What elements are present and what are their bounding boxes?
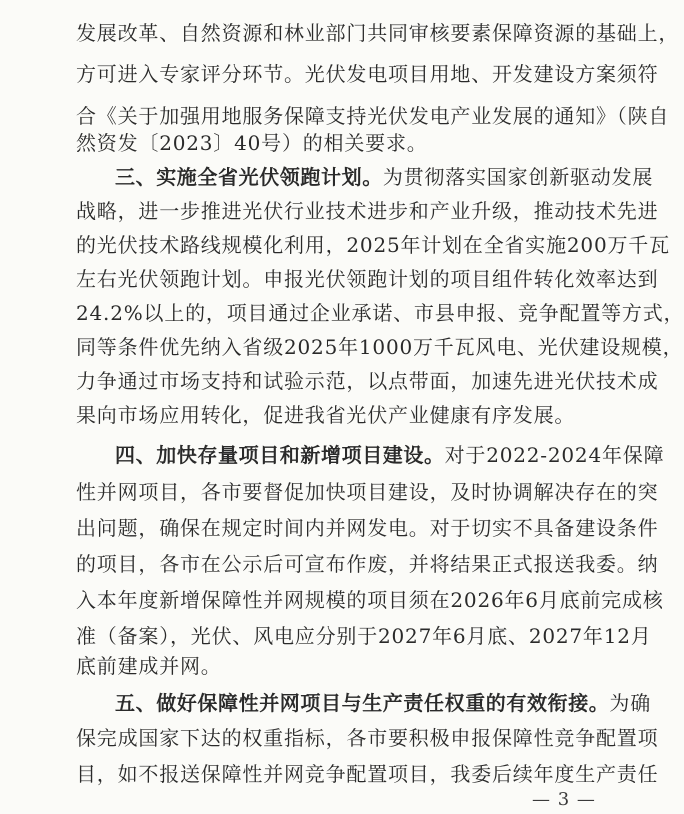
paragraph-2-line-8: 果向市场应用转化，促进我省光伏产业健康有序发展。 [76,403,576,427]
paragraph-2-line-5: 24.2%以上的，项目通过企业承诺、市县申报、竞争配置等方式， [76,301,684,325]
paragraph-2-line-7: 力争通过市场支持和试验示范，以点带面，加速先进光伏技术成 [76,369,659,393]
paragraph-1-line-2: 方可进入专家评分环节。光伏发电项目用地、开发建设方案须符 [76,62,659,86]
paragraph-2-first-rest: 为贯彻落实国家创新驱动发展 [382,165,654,189]
section-5-heading: 五、做好保障性并网项目与生产责任权重的有效衔接。 [115,691,610,715]
paragraph-3-first-rest: 对于2022-2024年保障 [444,443,665,467]
paragraph-1-line-3: 合《关于加强用地服务保障支持光伏发电产业发展的通知》（陕自 [76,104,670,128]
paragraph-1-line-4: 然资发〔2023〕40号）的相关要求。 [76,131,428,155]
paragraph-4-line-1 [115,688,652,718]
paragraph-3-line-2: 性并网项目，各市要督促加快项目建设，及时协调解决存在的突 [76,480,659,504]
paragraph-3-line-6: 准（备案），光伏、风电应分别于2027年6月底、2027年12月 [76,624,652,648]
section-4-heading: 四、加快存量项目和新增项目建设。 [115,443,445,467]
paragraph-3-line-1 [115,440,665,470]
paragraph-3-line-4: 的项目，各市在公示后可宣布作废，并将结果正式报送我委。纳 [76,552,659,576]
paragraph-3-line-7: 底前建成并网。 [76,654,222,678]
paragraph-2-line-4: 左右光伏领跑计划。申报光伏领跑计划的项目组件转化效率达到 [76,267,659,291]
paragraph-3-line-5: 入本年度新增保障性并网规模的项目须在2026年6月底前完成核 [76,588,664,612]
paragraph-2-line-2: 战略，进一步推进光伏行业技术进步和产业升级，推动技术先进 [76,199,659,223]
paragraph-2-line-3: 的光伏技术路线规模化利用，2025年计划在全省实施200万千瓦 [76,233,670,257]
paragraph-1-line-1: 发展改革、自然资源和林业部门共同审核要素保障资源的基础上， [76,21,680,45]
paragraph-4-line-3: 目，如不报送保障性并网竞争配置项目，我委后续年度生产责任 [76,762,659,786]
page-number: — 3 — [532,789,596,810]
section-3-heading: 三、实施全省光伏领跑计划。 [115,165,383,189]
paragraph-3-line-3: 出问题，确保在规定时间内并网发电。对于切实不具备建设条件 [76,516,659,540]
paragraph-2-line-6: 同等条件优先纳入省级2025年1000万千瓦风电、光伏建设规模， [76,335,684,359]
paragraph-2-line-1 [115,162,654,192]
paragraph-4-first-rest: 为确 [609,691,652,715]
paragraph-4-line-2: 保完成国家下达的权重指标，各市要积极申报保障性竞争配置项 [76,726,659,750]
